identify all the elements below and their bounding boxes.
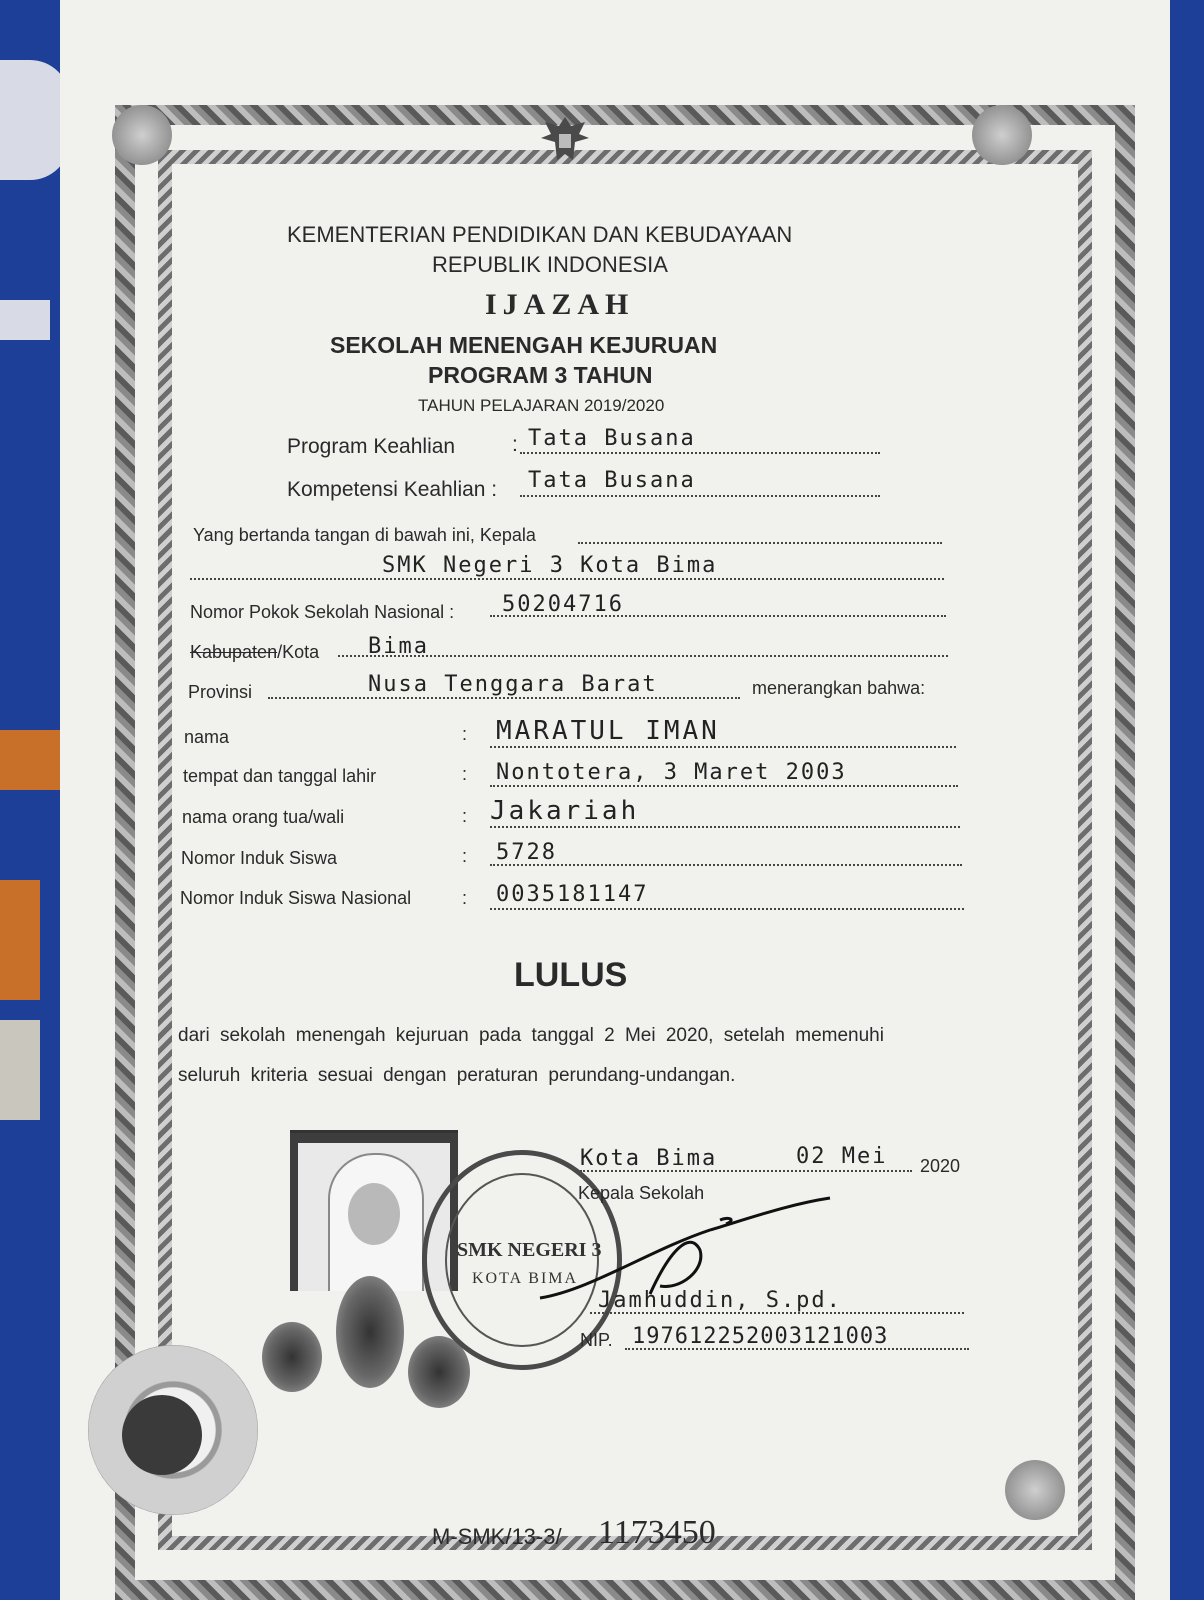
dotted-line — [590, 1312, 964, 1314]
principal-name: Jamhuddin, S.pd. — [598, 1288, 842, 1313]
academic-year: TAHUN PELAJARAN 2019/2020 — [418, 396, 665, 415]
result-line-1: dari sekolah menengah kejuruan pada tanggal 2 Mei 2020, setelah memenuhi — [178, 1025, 884, 1046]
signature-place: Kota Bima — [580, 1146, 718, 1171]
garuda-emblem-icon — [535, 112, 595, 167]
dotted-line — [490, 908, 964, 910]
thumbprint — [336, 1276, 404, 1388]
provinsi-value: Nusa Tenggara Barat — [368, 672, 658, 697]
signature-date: 02 Mei — [796, 1144, 888, 1169]
npsn-label: Nomor Pokok Sekolah Nasional : — [190, 602, 455, 622]
nip-label: NIP. — [580, 1330, 613, 1350]
school-type-heading: SEKOLAH MENENGAH KEJURUAN — [330, 332, 718, 358]
corner-ornament — [972, 105, 1032, 165]
result-line-2: seluruh kriteria sesuai dengan peraturan perundang-undangan. — [178, 1065, 736, 1086]
intro-label: Yang bertanda tangan di bawah ini, Kepala — [193, 525, 536, 545]
signature-year: 2020 — [920, 1156, 961, 1176]
nis-colon: : — [462, 846, 468, 866]
ttl-value: Nontotera, 3 Maret 2003 — [496, 760, 847, 785]
kabupaten-kota-label — [190, 642, 319, 663]
background-pattern — [0, 880, 40, 1000]
kabupaten-label: Kabupaten — [190, 642, 278, 662]
nip-value: 197612252003121003 — [632, 1324, 889, 1349]
dotted-line — [490, 785, 958, 787]
signature-role: Kepala Sekolah — [578, 1183, 705, 1203]
provinsi-label: Provinsi — [188, 682, 253, 702]
dotted-line — [520, 452, 880, 454]
serial-prefix: M-SMK/13-3/ — [432, 1524, 562, 1549]
dotted-line — [490, 746, 956, 748]
nisn-value: 0035181147 — [496, 882, 649, 907]
kota-label: /Kota — [277, 642, 320, 662]
dotted-line — [578, 542, 942, 544]
nis-value: 5728 — [496, 840, 557, 865]
dotted-line — [268, 697, 740, 699]
dotted-line — [520, 495, 880, 497]
nisn-colon: : — [462, 888, 468, 908]
nama-label: nama — [184, 727, 230, 747]
program-heading: PROGRAM 3 TAHUN — [428, 362, 653, 388]
npsn-value: 50204716 — [502, 592, 624, 617]
kompetensi-value: Tata Busana — [528, 468, 696, 493]
kompetensi-label: Kompetensi Keahlian : — [287, 478, 498, 501]
dotted-line — [580, 1170, 912, 1172]
background-pattern — [0, 730, 60, 790]
nama-value: MARATUL IMAN — [496, 716, 720, 746]
ortu-value: Jakariah — [490, 796, 640, 826]
dotted-line — [625, 1348, 969, 1350]
stamp-line-2: KOTA BIMA — [472, 1270, 579, 1287]
dotted-line — [190, 578, 944, 580]
ortu-label: nama orang tua/wali — [182, 807, 345, 827]
nama-colon: : — [462, 724, 468, 744]
ttl-colon: : — [462, 764, 468, 784]
dotted-line — [490, 864, 962, 866]
kota-value: Bima — [368, 634, 429, 659]
corner-ornament — [112, 105, 172, 165]
school-name-value: SMK Negeri 3 Kota Bima — [382, 553, 718, 578]
republic-heading: REPUBLIK INDONESIA — [432, 252, 668, 277]
background-pattern — [0, 1020, 40, 1120]
background-pattern — [0, 300, 50, 340]
face-photo — [348, 1183, 400, 1245]
nis-label: Nomor Induk Siswa — [181, 848, 338, 868]
dotted-line — [338, 655, 948, 657]
program-value: Tata Busana — [528, 426, 696, 451]
thumbprint — [262, 1322, 322, 1392]
ministry-heading: KEMENTERIAN PENDIDIKAN DAN KEBUDAYAAN — [287, 222, 793, 247]
dotted-line — [490, 615, 946, 617]
menerangkan-label: menerangkan bahwa: — [752, 678, 926, 698]
program-label: Program Keahlian — [287, 435, 456, 458]
ortu-colon: : — [462, 806, 468, 826]
nisn-label: Nomor Induk Siswa Nasional — [180, 888, 412, 908]
ttl-label: tempat dan tanggal lahir — [183, 766, 377, 786]
corner-ornament — [1005, 1460, 1065, 1520]
dotted-line — [490, 826, 960, 828]
stamp-line-1: SMK NEGERI 3 — [457, 1239, 602, 1261]
serial-number: 1173450 — [598, 1514, 716, 1551]
result-status: LULUS — [514, 956, 628, 994]
document-title: IJAZAH — [485, 288, 635, 321]
tut-wuri-handayani-logo — [122, 1395, 202, 1475]
program-colon: : — [512, 433, 518, 456]
